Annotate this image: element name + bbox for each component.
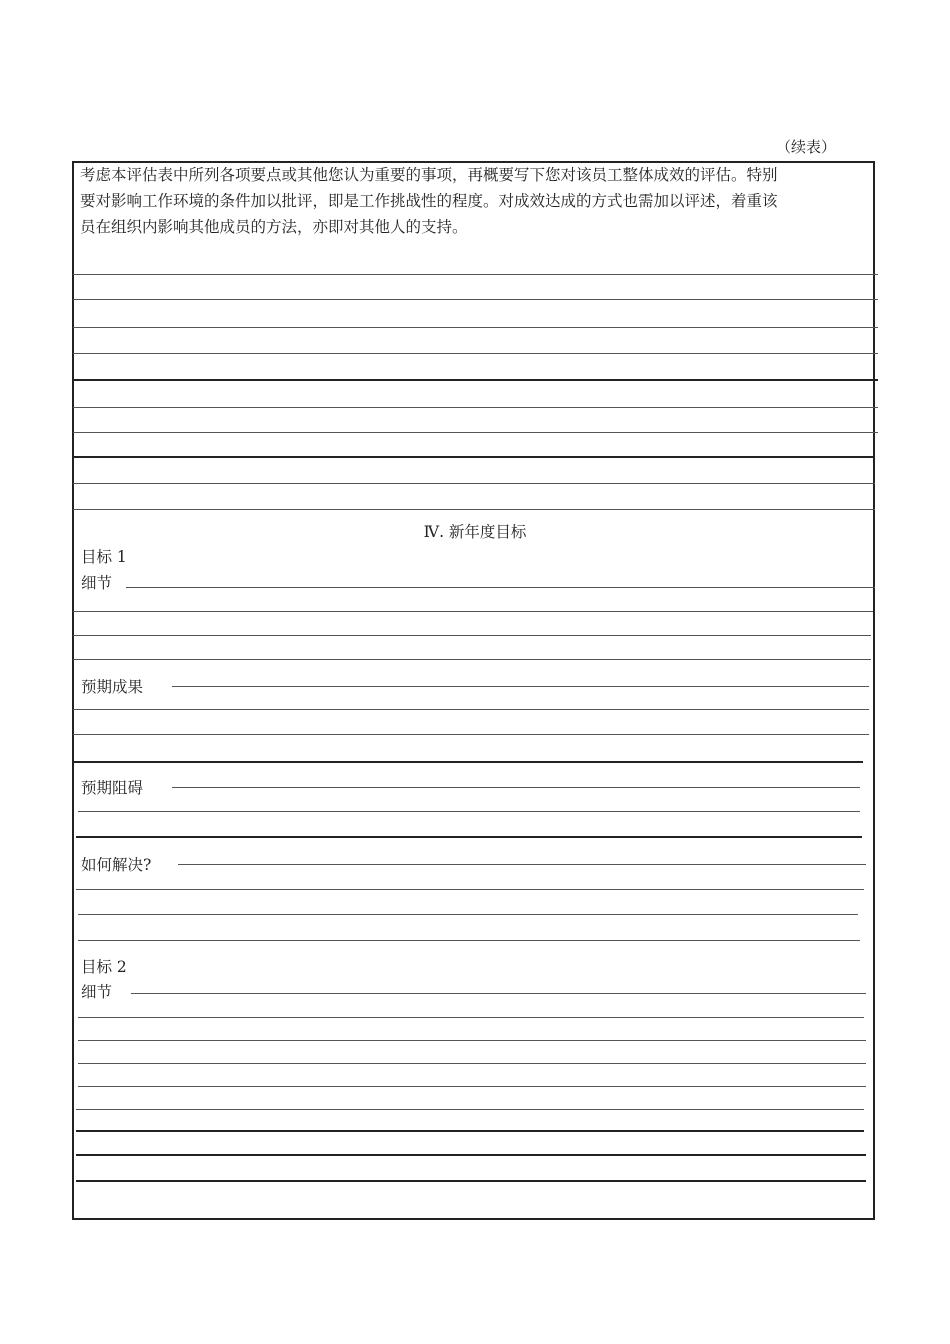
goal2-title: 目标 2 [81, 958, 127, 976]
goal2-details-line[interactable] [76, 1180, 866, 1182]
goal2-details-line[interactable] [76, 1154, 866, 1156]
summary-line[interactable] [73, 432, 878, 433]
goal1-how-to-solve-label: 如何解决? [81, 856, 152, 874]
goal1-expected-results-line[interactable] [73, 709, 869, 710]
goal1-expected-obstacles-line[interactable] [76, 836, 862, 838]
continued-label: （续表） [776, 138, 837, 156]
goal2-details-line[interactable] [78, 1063, 866, 1064]
goal2-details-label: 细节 [81, 983, 113, 1001]
goal1-details-line[interactable] [73, 611, 873, 612]
goal1-expected-results-line[interactable] [172, 686, 869, 687]
goal1-details-line[interactable] [126, 587, 875, 588]
summary-instructions: 考虑本评估表中所列各项要点或其他您认为重要的事项，再概要写下您对该员工整体成效的评估。特别要对影响工作环境的条件加以批评，即是工作挑战性的程度。对成效达成的方式也需加以评述，着重该员在组织内影响其他成员的方法，亦即对其他人的支持。 [80, 166, 778, 236]
goal1-details-label: 细节 [81, 574, 113, 592]
goal1-how-to-solve-line[interactable] [78, 940, 860, 941]
goal1-title: 目标 1 [81, 548, 127, 566]
goal1-details-line[interactable] [73, 635, 871, 636]
section-divider [73, 509, 875, 510]
goal1-expected-results-line[interactable] [73, 761, 863, 763]
summary-line[interactable] [73, 274, 878, 275]
goal2-details-line[interactable] [78, 1017, 864, 1018]
goal2-details-line[interactable] [76, 1130, 864, 1132]
summary-line[interactable] [73, 327, 878, 328]
goal1-how-to-solve-line[interactable] [76, 889, 864, 890]
goal2-details-line[interactable] [131, 993, 866, 994]
goal2-details-line[interactable] [78, 1086, 866, 1087]
summary-line[interactable] [73, 353, 878, 354]
goal1-expected-obstacles-label: 预期阻碍 [81, 779, 144, 797]
summary-line[interactable] [73, 299, 878, 300]
summary-line[interactable] [73, 407, 878, 408]
goal1-expected-obstacles-line[interactable] [172, 787, 860, 788]
goal2-details-line[interactable] [78, 1040, 866, 1041]
section-title: Ⅳ. 新年度目标 [423, 523, 527, 541]
goal1-expected-results-label: 预期成果 [81, 678, 144, 696]
goal1-how-to-solve-line[interactable] [178, 864, 866, 865]
summary-line[interactable] [73, 483, 875, 484]
goal1-how-to-solve-line[interactable] [78, 914, 858, 915]
form-frame [72, 161, 875, 1220]
goal1-expected-results-line[interactable] [73, 734, 869, 735]
goal1-details-line[interactable] [73, 659, 871, 660]
summary-line[interactable] [73, 456, 875, 458]
goal2-details-line[interactable] [76, 1109, 864, 1110]
goal1-expected-obstacles-line[interactable] [78, 811, 860, 812]
summary-line[interactable] [73, 379, 878, 381]
